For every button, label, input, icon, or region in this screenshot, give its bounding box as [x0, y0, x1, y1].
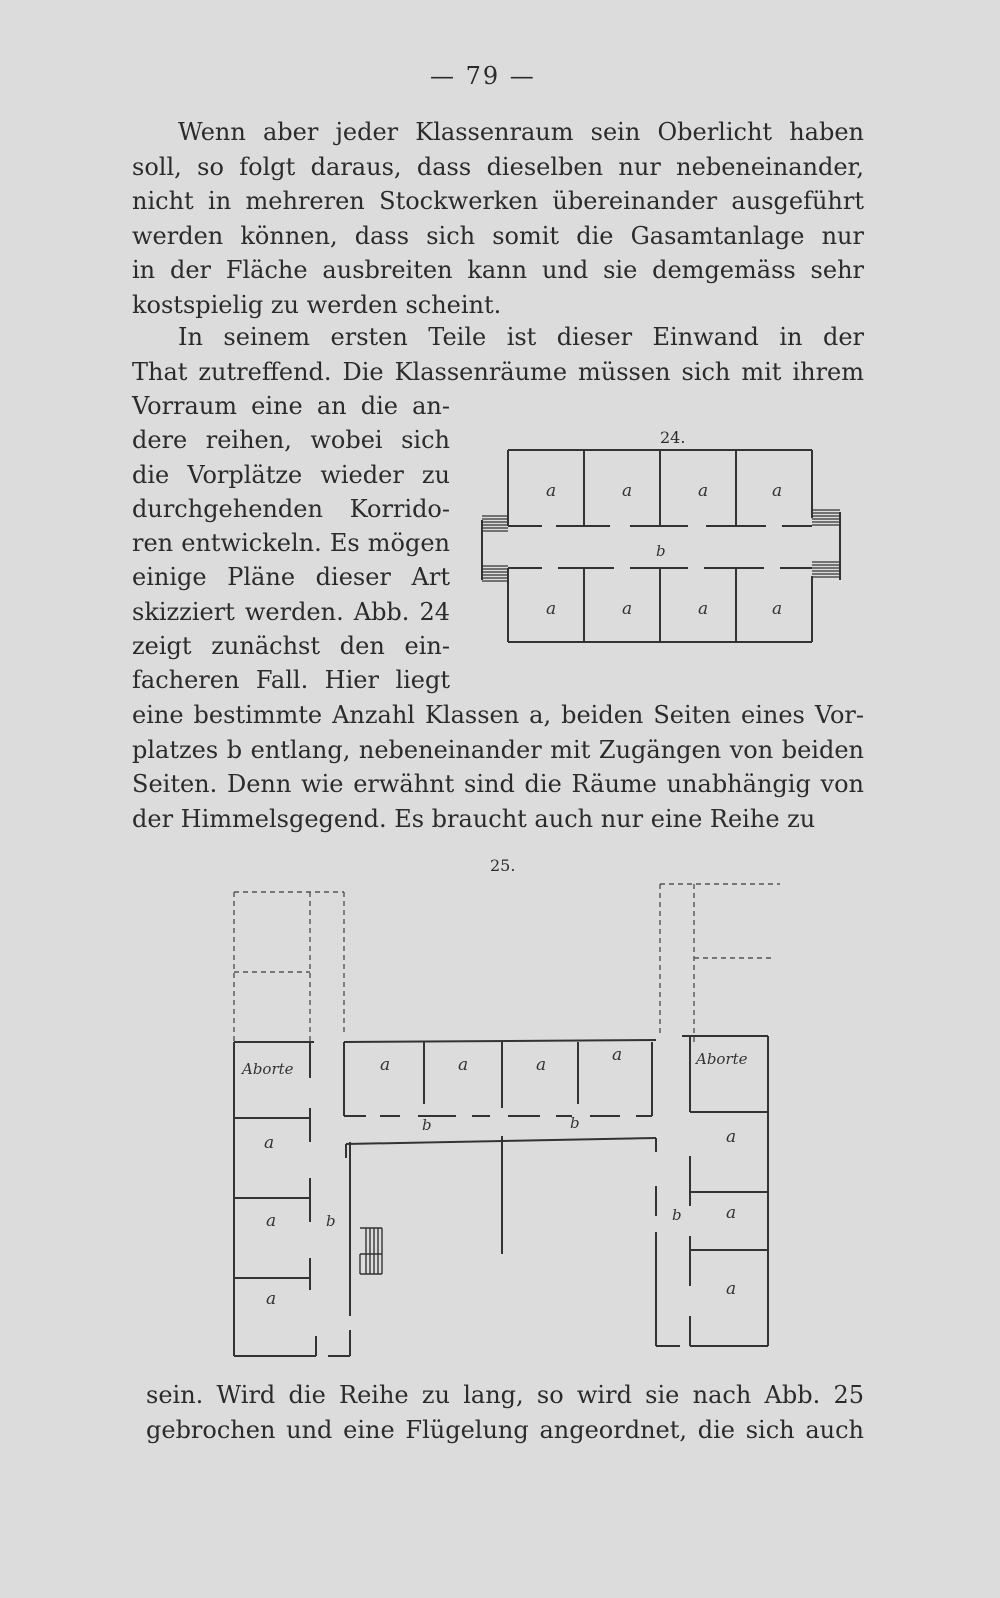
figure-24-number: 24. — [660, 428, 686, 447]
room-label: a — [622, 599, 633, 619]
stairs-right-top — [812, 510, 840, 525]
text-line: skizziert werden. Abb. 24 — [132, 597, 450, 626]
text-line: der Himmelsgegend. Es braucht auch nur eine Reihe zu — [132, 804, 816, 833]
text-line: sein. Wird die Reihe zu lang, so wird sie nach Abb. 25 — [146, 1381, 864, 1409]
room-label: a — [698, 599, 709, 619]
room-label: a — [772, 599, 783, 619]
paragraph-1 — [132, 115, 864, 322]
corridor-label: b — [326, 1212, 336, 1230]
text-line: platzes b entlang, nebeneinander mit Zugängen von beiden — [132, 735, 864, 764]
paragraph-2-wrapped — [132, 389, 450, 698]
text-line: Seiten. Denn wie erwähnt sind die Räume unabhängig von — [132, 770, 864, 798]
text-line: ren entwickeln. Es mögen — [132, 529, 450, 558]
text-line: eine bestimmte Anzahl Klassen a, beiden Seiten eines Vor- — [132, 701, 864, 729]
text-line: dere reihen, wobei sich — [132, 426, 450, 455]
room-label: a — [266, 1211, 277, 1231]
text-line: zeigt zunächst den ein- — [132, 632, 450, 661]
text-line: durchgehenden Korrido- — [132, 494, 450, 523]
figure-24-floor-plan — [478, 448, 858, 654]
stairs-left-bottom — [482, 566, 508, 581]
toilet-label: Aborte — [242, 1060, 294, 1078]
paragraph-2-continued — [132, 698, 864, 836]
text-line: die Vorplätze wieder zu — [132, 460, 450, 489]
text-line: einige Pläne dieser Art — [132, 563, 450, 592]
text-line: Wenn aber jeder Klassenraum sein Oberlicht haben — [178, 118, 864, 146]
room-label: a — [458, 1055, 469, 1075]
page-number: — 79 — — [430, 62, 536, 90]
text-line: soll, so folgt daraus, dass dieselben nur nebeneinander, — [132, 152, 864, 181]
paragraph-3 — [146, 1378, 864, 1447]
text-line: gebrochen und eine Flügelung angeordnet, die sich auch — [146, 1415, 864, 1444]
room-label: a — [264, 1133, 275, 1153]
stairs-left-top — [482, 516, 508, 531]
text-line: in der Fläche ausbreiten kann und sie demgemäss sehr — [132, 256, 864, 284]
corridor-label: b — [672, 1206, 682, 1224]
stairs-right-bottom — [812, 562, 840, 577]
stairs-central — [360, 1228, 382, 1274]
room-label: a — [536, 1055, 547, 1075]
paragraph-2-intro — [132, 320, 864, 389]
text-line: kostspielig zu werden scheint. — [132, 290, 502, 319]
room-label: a — [622, 481, 633, 501]
text-line: Vorraum eine an die an- — [132, 392, 450, 420]
corridor-label: b — [570, 1114, 580, 1132]
room-label: a — [726, 1279, 737, 1299]
room-label: a — [772, 481, 783, 501]
figure-25-number: 25. — [490, 856, 516, 875]
figure-25-floor-plan — [220, 876, 800, 1366]
room-label: a — [726, 1127, 737, 1147]
room-label: a — [266, 1289, 277, 1309]
text-line: werden können, dass sich somit die Gasamtanlage nur — [132, 221, 864, 250]
room-label: a — [546, 599, 557, 619]
toilet-label: Aborte — [696, 1050, 748, 1068]
room-label: a — [612, 1045, 623, 1065]
room-label: a — [546, 481, 557, 501]
corridor-label: b — [656, 542, 666, 560]
text-line: facheren Fall. Hier liegt — [132, 666, 450, 695]
text-line: nicht in mehreren Stockwerken übereinander ausgeführt — [132, 187, 864, 215]
text-line: In seinem ersten Teile ist dieser Einwand in der — [178, 323, 864, 351]
corridor-label: b — [422, 1116, 432, 1134]
room-label: a — [698, 481, 709, 501]
room-label: a — [726, 1203, 737, 1223]
text-line: That zutreffend. Die Klassenräume müssen sich mit ihrem — [132, 357, 864, 386]
room-label: a — [380, 1055, 391, 1075]
